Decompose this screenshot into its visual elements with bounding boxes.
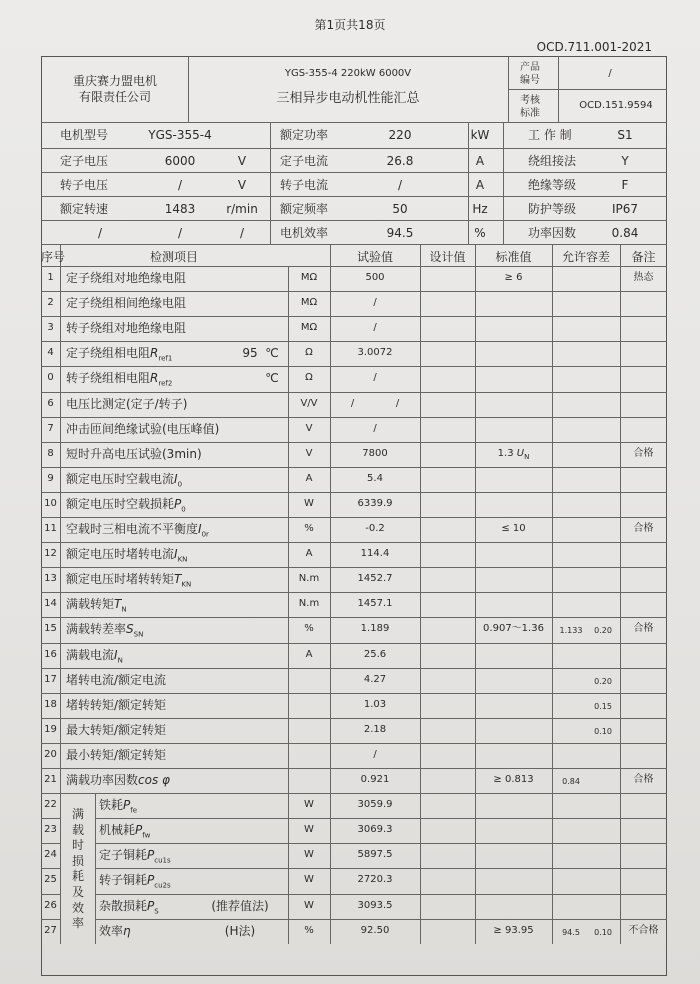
- grid-line: [41, 122, 667, 123]
- product-no-value: /: [608, 68, 612, 79]
- method-note: (H法): [224, 923, 256, 938]
- row-label: 最小转矩/额定转矩: [66, 747, 167, 762]
- symbol-subscript: S: [154, 906, 159, 915]
- row-number: 17: [44, 673, 57, 685]
- row-label: 定子绕组对地绝缘电阻: [66, 271, 187, 285]
- column-header: 设计值: [429, 250, 466, 264]
- spec-label: 电机效率: [280, 226, 329, 240]
- group-label-char: 及: [71, 884, 84, 899]
- column-header: 序号: [41, 250, 66, 264]
- standard-label: 考核: [520, 95, 540, 106]
- row-label: 满载电流$I_N$: [66, 647, 123, 664]
- row-number: 16: [44, 648, 57, 660]
- test-value: /: [373, 297, 377, 309]
- test-value: /: [373, 422, 377, 434]
- grid-line: [60, 244, 61, 944]
- unit: W: [304, 497, 314, 509]
- test-value: 4.27: [363, 673, 387, 685]
- row-label: 定子绕组相间绝缘电阻: [66, 296, 187, 311]
- row-number: 3: [47, 322, 54, 334]
- test-value: /: [373, 372, 377, 384]
- company-name-line2: 有限责任公司: [78, 90, 151, 104]
- spec-value: 0.84: [611, 226, 639, 240]
- unit: MΩ: [300, 297, 318, 309]
- unit: W: [304, 899, 314, 911]
- symbol: P: [147, 873, 155, 888]
- unit: %: [304, 623, 314, 635]
- row-label: 转子铜耗$P_{cu2s}$: [99, 873, 171, 890]
- temperature-unit: ℃: [265, 371, 279, 386]
- symbol: P: [147, 848, 155, 863]
- spec-label: 额定功率: [280, 128, 329, 142]
- product-no-label: 产品: [520, 62, 540, 73]
- symbol-subscript: KN: [181, 580, 192, 589]
- test-value: 1.189: [360, 623, 390, 635]
- grid-line: [95, 818, 667, 819]
- remark: 合格: [633, 774, 654, 785]
- grid-line: [41, 768, 667, 769]
- row-number: 4: [47, 347, 54, 359]
- symbol: I: [174, 471, 178, 486]
- tolerance-value: 94.5: [562, 927, 580, 937]
- spec-value: IP67: [611, 202, 639, 216]
- grid-line: [41, 172, 667, 173]
- spec-label: 功率因数: [528, 226, 577, 240]
- row-label: 冲击匝间绝缘试验(电压峰值): [66, 421, 220, 436]
- row-label: 效率η: [99, 923, 131, 938]
- tolerance-value: 0.20: [594, 626, 612, 636]
- unit: Ω: [305, 372, 313, 384]
- unit: %: [304, 924, 314, 936]
- symbol: U: [516, 447, 525, 459]
- group-label-char: 耗: [71, 869, 84, 884]
- row-label: 堵转电流/额定电流: [66, 672, 167, 687]
- row-label: 电压比测定(定子/转子): [66, 396, 188, 411]
- grid-line: [41, 366, 667, 367]
- row-label: 铁耗$P_{fe}$: [99, 798, 138, 815]
- spec-label: 转子电流: [280, 178, 329, 192]
- row-number: 9: [47, 472, 54, 484]
- test-value: 3069.3: [357, 824, 393, 836]
- spec-label: 电机型号: [60, 128, 109, 142]
- symbol-subscript: fw: [142, 831, 151, 840]
- unit: N.m: [298, 573, 320, 585]
- tolerance-value: 0.15: [594, 701, 612, 711]
- row-label: 定子绕组相电阻$R_{ref1}$: [66, 346, 173, 363]
- test-value: /: [373, 748, 377, 760]
- grid-line: [41, 567, 667, 568]
- test-value: /: [373, 322, 377, 334]
- row-number: 25: [44, 874, 57, 886]
- company-name-line1: 重庆赛力盟电机: [72, 74, 157, 88]
- grid-line: [95, 919, 667, 920]
- unit: V/V: [300, 397, 318, 409]
- grid-line: [41, 492, 667, 493]
- grid-line: [95, 843, 667, 844]
- grid-line: [41, 843, 60, 844]
- grid-line: [41, 417, 667, 418]
- tolerance-value: 1.133: [559, 626, 583, 636]
- temperature-unit: ℃: [265, 346, 279, 361]
- symbol-subscript: 0: [181, 505, 186, 514]
- group-label-char: 效: [71, 900, 84, 915]
- spec-value: 1483: [164, 202, 196, 216]
- row-label: 空载时三相电流不平衡度$I_{0r}$: [66, 522, 209, 539]
- tolerance-value: 0.84: [562, 777, 580, 786]
- spec-unit: V: [237, 154, 247, 168]
- symbol: I: [174, 547, 178, 562]
- symbol: P: [174, 496, 182, 511]
- test-value: 114.4: [360, 548, 390, 560]
- spec-label: 防护等级: [528, 202, 577, 216]
- spec-unit: %: [474, 226, 486, 240]
- spec-unit: /: [239, 226, 245, 240]
- grid-line: [95, 868, 667, 869]
- unit: MΩ: [300, 322, 318, 334]
- row-label: 最大转矩/额定转矩: [66, 722, 167, 737]
- row-label: 额定电压时堵转转矩$T_{KN}$: [66, 572, 192, 589]
- tolerance-value: 0.20: [594, 676, 612, 686]
- symbol: S: [126, 622, 134, 637]
- test-value: -0.2: [365, 523, 385, 534]
- spec-unit: V: [237, 178, 247, 192]
- remark: 热态: [633, 272, 654, 283]
- row-label: 满载功率因数cos φ: [66, 773, 170, 787]
- document-number: OCD.711.001-2021: [536, 40, 652, 54]
- row-label: 杂散损耗$P_S$: [99, 898, 159, 915]
- row-number: 23: [44, 824, 57, 836]
- row-number: 10: [44, 497, 57, 509]
- spec-value: Y: [621, 154, 629, 168]
- unit: A: [305, 548, 313, 560]
- symbol: T: [114, 597, 122, 612]
- grid-line: [475, 244, 476, 944]
- remark: 合格: [633, 447, 654, 459]
- grid-line: [41, 542, 667, 543]
- row-label: 转子绕组对地绝缘电阻: [66, 321, 187, 336]
- symbol: I: [114, 647, 118, 662]
- grid-line: [41, 743, 667, 744]
- row-number: 7: [47, 422, 54, 434]
- row-label: 满载转矩$T_N$: [66, 597, 127, 614]
- grid-line: [41, 643, 667, 644]
- spec-label: 额定转速: [60, 202, 109, 216]
- grid-line: [41, 592, 667, 593]
- test-value: 3093.5: [357, 899, 393, 911]
- row-label: 短时升高电压试验(3min): [66, 446, 202, 461]
- test-value: 5897.5: [357, 849, 393, 861]
- symbol-subscript: ref2: [158, 379, 173, 388]
- column-header: 标准值: [495, 250, 532, 264]
- remark: 不合格: [628, 924, 659, 936]
- unit: W: [304, 874, 314, 886]
- grid-line: [41, 244, 667, 245]
- grid-line: [41, 442, 667, 443]
- remark: 合格: [633, 523, 654, 534]
- row-label: 堵转转矩/额定转矩: [66, 697, 167, 712]
- spec-unit: r/min: [226, 202, 258, 216]
- grid-line: [420, 244, 421, 944]
- grid-line: [41, 894, 60, 895]
- standard-value: 1.3 $U_N$: [497, 447, 530, 461]
- column-header: 检测项目: [149, 250, 198, 264]
- spec-value: /: [177, 178, 183, 192]
- group-label-char: 损: [71, 853, 84, 868]
- row-number: 8: [47, 447, 54, 459]
- test-value: /: [350, 397, 355, 409]
- row-label: 机械耗$P_{fw}$: [99, 823, 151, 840]
- spec-value: 6000: [164, 154, 196, 168]
- symbol-subscript: N: [121, 605, 127, 614]
- spec-value: F: [621, 178, 629, 192]
- test-value: 3.0072: [357, 347, 393, 359]
- row-label: 额定电压时堵转电流$I_{KN}$: [66, 547, 188, 564]
- temperature: 95: [242, 346, 258, 361]
- column-header: 试验值: [356, 250, 393, 264]
- row-number: 15: [44, 623, 57, 635]
- grid-line: [41, 693, 667, 694]
- standard-value: ≥ 0.813: [493, 774, 534, 785]
- unit: A: [305, 648, 313, 660]
- row-label: 转子绕组相电阻$R_{ref2}$: [66, 371, 173, 388]
- row-label: 满载转差率$S_{SN}$: [66, 622, 144, 639]
- spec-unit: kW: [470, 128, 490, 142]
- grid-line: [41, 818, 60, 819]
- column-header: 允许容差: [561, 250, 610, 264]
- column-header: 备注: [631, 250, 656, 264]
- standard-value: ≥ 93.95: [493, 924, 534, 936]
- test-value: 1457.1: [357, 598, 393, 610]
- spec-value: YGS-355-4: [148, 128, 212, 142]
- test-value: 3059.9: [357, 799, 393, 811]
- unit: V: [305, 447, 313, 459]
- symbol-subscript: fe: [130, 806, 138, 815]
- row-number: 14: [44, 598, 57, 610]
- symbol-subscript: SN: [133, 630, 144, 639]
- grid-line: [552, 244, 553, 944]
- document-title: 三相异步电动机性能汇总: [276, 91, 420, 106]
- row-number: 0: [47, 372, 54, 384]
- row-number: 21: [44, 774, 57, 785]
- grid-line: [41, 793, 667, 794]
- grid-line: [188, 56, 189, 122]
- spec-label: 定子电压: [60, 154, 109, 168]
- test-value: 500: [365, 272, 385, 283]
- row-number: 19: [44, 723, 57, 735]
- row-number: 11: [44, 523, 57, 534]
- test-value: 5.4: [367, 472, 383, 484]
- spec-label: 定子电流: [280, 154, 329, 168]
- grid-line: [41, 467, 667, 468]
- row-number: 20: [44, 748, 57, 760]
- grid-line: [41, 517, 667, 518]
- row-number: 22: [44, 799, 57, 811]
- symbol: R: [150, 346, 159, 361]
- grid-line: [41, 341, 667, 342]
- method-note: (推荐值法): [211, 898, 269, 913]
- grid-line: [508, 89, 667, 90]
- test-value: 2.18: [363, 723, 387, 735]
- row-number: 18: [44, 698, 57, 710]
- group-label-char: 满: [71, 807, 84, 822]
- grid-line: [41, 196, 667, 197]
- row-number: 1: [47, 272, 54, 283]
- standard-value: ≥ 6: [504, 272, 523, 283]
- test-value: 1452.7: [357, 573, 393, 585]
- grid-line: [270, 122, 271, 244]
- symbol-subscript: cu1s: [154, 856, 171, 865]
- row-label: 额定电压时空载损耗$P_0$: [66, 496, 186, 514]
- test-value: 6339.9: [357, 497, 393, 509]
- grid-line: [41, 220, 667, 221]
- grid-line: [41, 718, 667, 719]
- row-number: 13: [44, 573, 57, 585]
- unit: %: [304, 523, 314, 534]
- symbol-subscript: cu2s: [154, 881, 171, 890]
- row-number: 26: [44, 899, 57, 911]
- spec-value: /: [397, 178, 403, 192]
- row-number: 27: [44, 924, 57, 936]
- unit: W: [304, 824, 314, 836]
- symbol-subscript: KN: [177, 555, 188, 564]
- row-label: 定子铜耗$P_{cu1s}$: [99, 848, 171, 865]
- spec-label: 转子电压: [60, 178, 109, 192]
- row-number: 2: [47, 297, 54, 309]
- tolerance-value: 0.10: [594, 726, 612, 736]
- group-label-char: 时: [71, 838, 84, 853]
- grid-line: [41, 316, 667, 317]
- unit: V: [305, 422, 313, 434]
- grid-line: [558, 56, 559, 122]
- spec-value: /: [177, 226, 183, 240]
- test-value: 1.03: [363, 698, 387, 710]
- unit: MΩ: [300, 272, 318, 283]
- grid-line: [41, 392, 667, 393]
- spec-label: /: [97, 226, 103, 240]
- spec-unit: A: [475, 178, 485, 192]
- symbol: P: [135, 823, 143, 838]
- grid-line: [41, 148, 667, 149]
- grid-line: [41, 617, 667, 618]
- symbol-subscript: 0r: [201, 530, 209, 539]
- symbol-subscript: N: [117, 655, 123, 664]
- grid-line: [41, 291, 667, 292]
- symbol: I: [198, 522, 202, 536]
- symbol-subscript: 0: [177, 480, 183, 489]
- unit: W: [304, 849, 314, 861]
- model-line: YGS-355-4 220kW 6000V: [284, 68, 412, 79]
- spec-value: 26.8: [386, 154, 414, 168]
- grid-line: [41, 868, 60, 869]
- spec-unit: Hz: [472, 202, 488, 216]
- test-value: 2720.3: [357, 874, 393, 886]
- unit: N.m: [298, 598, 320, 610]
- grid-line: [41, 668, 667, 669]
- spec-value: 220: [388, 128, 412, 142]
- page-number: 第1页共18页: [314, 18, 386, 32]
- grid-line: [95, 894, 667, 895]
- tolerance-value: 0.10: [594, 927, 612, 937]
- spec-unit: A: [475, 154, 485, 168]
- symbol: T: [174, 572, 182, 587]
- grid-line: [41, 266, 667, 267]
- row-label: 额定电压时空载电流$I_0$: [66, 471, 183, 489]
- symbol: P: [147, 898, 155, 913]
- row-number: 12: [44, 548, 57, 560]
- group-label-char: 率: [71, 916, 84, 931]
- symbol: cos φ: [138, 773, 170, 787]
- standard-label-2: 标准: [520, 108, 540, 119]
- symbol: R: [150, 371, 159, 386]
- remark: 合格: [633, 623, 654, 635]
- group-label-char: 载: [71, 822, 84, 837]
- grid-line: [41, 919, 60, 920]
- standard-value: 0.907～1.36: [483, 623, 544, 635]
- unit: Ω: [305, 347, 313, 359]
- row-number: 6: [47, 397, 54, 409]
- unit: W: [304, 799, 314, 811]
- product-no-label-2: 编号: [520, 75, 540, 86]
- test-value: 25.6: [363, 648, 387, 660]
- spec-value: 94.5: [386, 226, 414, 240]
- test-value: 92.50: [360, 924, 390, 936]
- row-number: 24: [44, 849, 57, 861]
- grid-line: [620, 244, 621, 944]
- symbol: P: [123, 798, 131, 813]
- symbol-subscript: N: [524, 452, 530, 461]
- standard-value: OCD.151.9594: [579, 100, 653, 111]
- test-value: 0.921: [360, 774, 390, 785]
- unit: A: [305, 472, 313, 484]
- spec-value: 50: [392, 202, 408, 216]
- symbol-subscript: ref1: [158, 354, 173, 363]
- test-value: /: [395, 397, 400, 409]
- spec-label: 额定频率: [280, 202, 329, 216]
- standard-value: ≤ 10: [501, 523, 526, 534]
- spec-label: 绕组接法: [528, 154, 577, 168]
- spec-label: 绝缘等级: [528, 178, 577, 192]
- symbol: η: [123, 923, 131, 938]
- test-value: 7800: [362, 447, 388, 459]
- spec-label: 工 作 制: [528, 128, 572, 142]
- spec-value: S1: [617, 128, 633, 142]
